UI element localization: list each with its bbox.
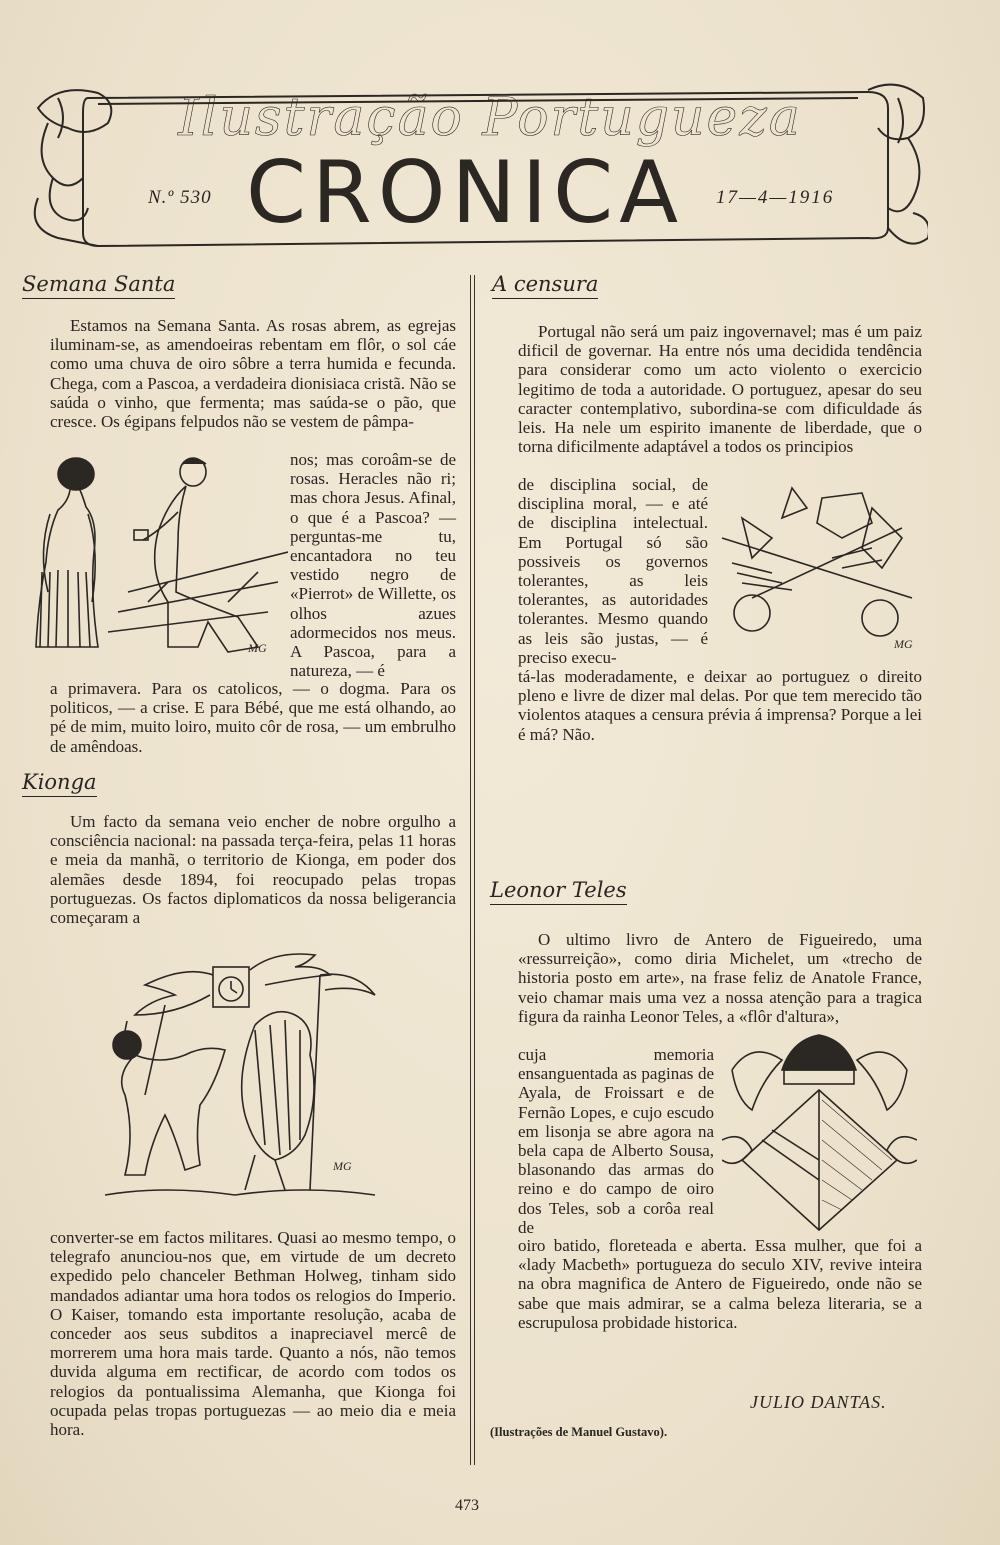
column-divider (470, 275, 475, 1465)
masthead-title: Ilustração Portugueza (178, 88, 802, 148)
couple-illustration (28, 452, 288, 662)
paragraph-leonor-1: O ultimo livro de Antero de Figueiredo, uma «ressurreição», como diria Michelet, um «trecho de historia posto em arte», na frase feliz de Anatole France, veio chamar mais uma vez a nossa atenção para a tragica figura da rainha Leonor Teles, a «flôr d'altura», (518, 930, 922, 1026)
heading-leonor-teles: Leonor Teles (490, 878, 627, 905)
heading-a-censura: A censura (492, 272, 598, 299)
paragraph-semana-1: Estamos na Semana Santa. As rosas abrem, as egrejas iluminam-se, as amendoeiras rebentam em flôr, o sol cáe como uma chuva de oiro sôbre a terra humida e fecunda. Chega, com a Pascoa, a verdadeira dionisiaca cristã. Não se saúda o vinho, que fermenta; mas saúda-se o pão, que cresce. Os égipans felpudos não se vestem de pâmpa- (50, 316, 456, 432)
paragraph-censura-2: de disciplina social, de disciplina moral, — e até de disciplina intelectual. Em Portugal só são possiveis os governos tolerantes, as leis tolerantes, as autoridades tolerantes. Mesmo quando as leis são justas, — é preciso execu- (518, 475, 708, 667)
kaiser-death-illustration (105, 945, 380, 1205)
paragraph-censura-1: Portugal não será um paiz ingovernavel; mas é um paiz dificil de governar. Ha entre nós uma decidida tendência para considerar como um acto violento o exercicio legitimo de toda a autoridade. O portuguez, apesar do seu caracter contemplativo, subordina-se com dificuldade ás leis. Ha nele um espirito imanente de liberdade, que o torna dificilmente adaptável a todos os principios (518, 322, 922, 457)
paragraph-leonor-2: cuja memoria ensanguentada as paginas de Ayala, de Froissart e de Fernão Lopes, e cujo escudo em lisonja se abre agora na bela capa de Alberto Sousa, blasonando das armas do reino e do campo de oiro dos Teles, sob a corôa real de (518, 1045, 714, 1237)
page-number: 473 (455, 1497, 479, 1514)
coat-of-arms-illustration (722, 1030, 917, 1235)
paragraph-censura-3: tá-las moderadamente, e deixar ao portuguez o direito pleno e livre de dizer mal delas. Por que tem merecido tão violentos ataques a censura prévia á imprensa? Porque a lei é má? Não. (518, 667, 922, 744)
paragraph-semana-2: nos; mas coroâm-se de rosas. Heracles não ri; mas chora Jesus. Afinal, o que é a Pascoa? — perguntas-me tu, encantadora no teu vestido negro de «Pierrot» de Willette, os olhos azues adormecidos nos meus. A Pascoa, para a natureza, — é (290, 450, 456, 681)
paragraph-semana-3: a primavera. Para os catolicos, — o dogma. Para os politicos, — a crise. E para Bébé, que me está olhando, ao pé de mim, muito loiro, muito côr de rosa, — um embrulho de amêndoas. (50, 679, 456, 756)
heading-semana-santa: Semana Santa (22, 272, 175, 299)
paragraph-kionga-2: converter-se em factos militares. Quasi ao mesmo tempo, o telegrafo anunciou-nos que, em virtude de um decreto expedido pelo chanceler Bethman Holweg, tinham sido mandados adiantar uma hora todos os relogios do Imperio. O Kaiser, tomando esta importante resolução, acaba de conceder aos seus subditos a inapreciavel mercê de morrerem uma hora mais tarde. Quanto a nós, não temos duvida alguma em rectificar, de acordo com todos os relogios da pontualissima Alemanha, que Kionga foi ocupada pelas tropas portuguezas — ao meio dia e meia hora. (50, 1228, 456, 1440)
issue-date: 17—4—1916 (716, 187, 835, 208)
svg-text:MG: MG (894, 637, 913, 651)
svg-text:MG: MG (248, 641, 267, 655)
svg-text:MG: MG (333, 1159, 352, 1173)
heading-kionga: Kionga (22, 770, 97, 797)
illustration-credit: (Ilustrações de Manuel Gustavo). (490, 1425, 668, 1439)
scissors-illustration (712, 478, 922, 658)
section-title: CRONICA (245, 143, 685, 243)
paragraph-leonor-3: oiro batido, floreteada e aberta. Essa mulher, que foi a «lady Macbeth» portugueza do seculo XIV, revive inteira na obra magnifica de Antero de Figueiredo, onde não se sabe que mais admirar, se a calma beleza literaria, se a escrupulosa probidade historica. (518, 1236, 922, 1332)
paragraph-kionga-1: Um facto da semana veio encher de nobre orgulho a consciência nacional: na passada terça-feira, pelas 11 horas e meia da manhã, o territorio de Kionga, em poder dos alemães desde 1894, foi reocupado pelas tropas portuguezas. Os factos diplomaticos da nossa beligerancia começaram a (50, 812, 456, 928)
issue-number: N.º 530 (148, 187, 212, 208)
author-signature: JULIO DANTAS. (750, 1392, 887, 1412)
